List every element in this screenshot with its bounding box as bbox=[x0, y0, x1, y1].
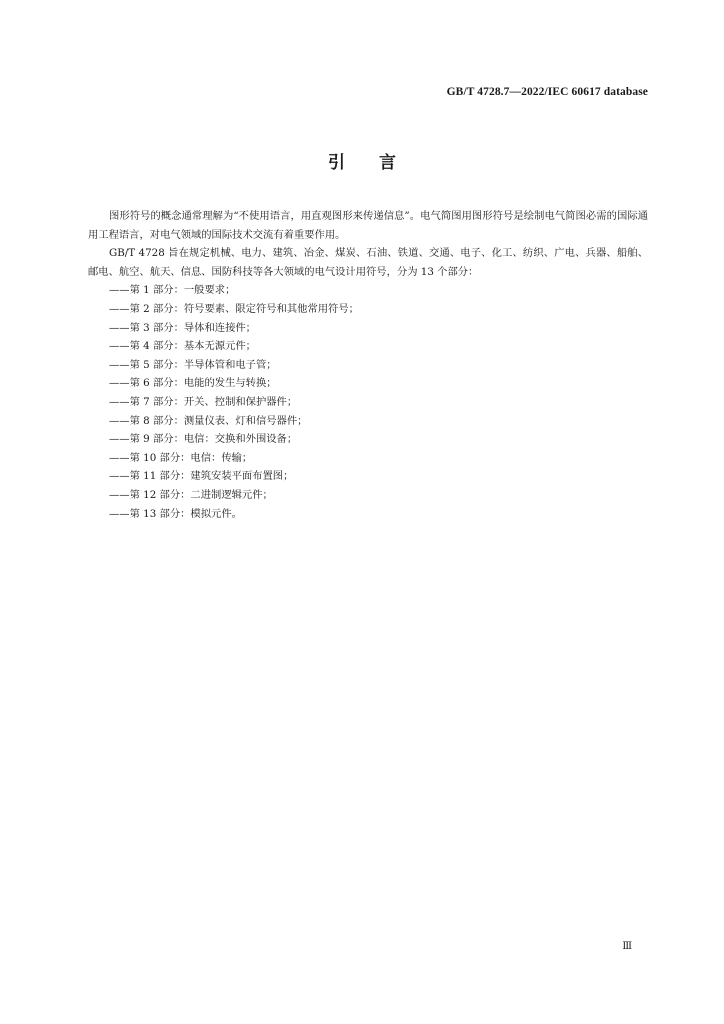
list-item: ——第 5 部分：半导体管和电子管； bbox=[109, 358, 277, 371]
list-item: ——第 13 部分：模拟元件。 bbox=[109, 507, 242, 520]
list-item: ——第 9 部分：电信：交换和外围设备； bbox=[109, 433, 298, 446]
list-item: ——第 8 部分：测量仪表、灯和信号器件； bbox=[109, 414, 308, 427]
list-item: ——第 10 部分：电信：传输； bbox=[109, 451, 253, 464]
intro-paragraph-1: 图形符号的概念通常理解为“不使用语言，用直观图形来传递信息”。电气简图用图形符号是绘制电气简图必需的国际通用工程语言，对电气领域的国际技术交流有着重要作用。 bbox=[88, 210, 648, 241]
page-number: Ⅲ bbox=[622, 941, 632, 952]
list-item: ——第 2 部分：符号要素、限定符号和其他常用符号； bbox=[109, 302, 359, 315]
list-item: ——第 4 部分：基本无源元件； bbox=[109, 340, 256, 353]
parts-list bbox=[88, 281, 648, 523]
body-text bbox=[88, 207, 648, 523]
standard-header: GB/T 4728.7—2022/IEC 60617 database bbox=[446, 86, 648, 98]
list-item: ——第 11 部分：建筑安装平面布置图； bbox=[109, 470, 294, 483]
list-item: ——第 7 部分：开关、控制和保护器件； bbox=[109, 395, 298, 408]
list-item: ——第 1 部分：一般要求； bbox=[109, 284, 236, 297]
intro-paragraph-2: GB/T 4728 旨在规定机械、电力、建筑、冶金、煤炭、石油、铁道、交通、电子、化工、纺织、广电、兵器、船舶、邮电、航空、航天、信息、国防科技等各大领域的电气设计用符号，分为 13 个部分： bbox=[88, 247, 648, 278]
list-item: ——第 6 部分：电能的发生与转换； bbox=[109, 377, 277, 390]
list-item: ——第 12 部分：二进制逻辑元件； bbox=[109, 488, 273, 501]
list-item: ——第 3 部分：导体和连接件； bbox=[109, 321, 256, 334]
page-title: 引言 bbox=[328, 153, 430, 173]
